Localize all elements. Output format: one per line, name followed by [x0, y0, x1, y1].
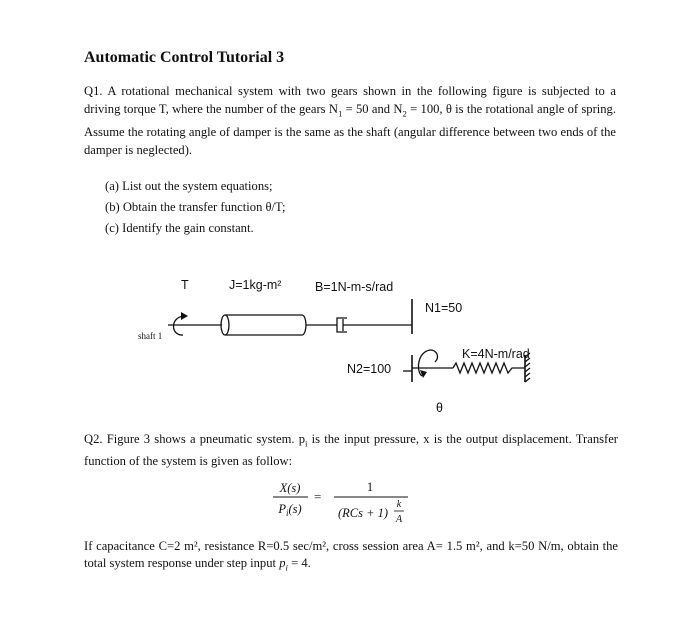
angle-arrowhead-icon: [420, 370, 427, 378]
angle-label: θ: [436, 401, 443, 415]
inertia-cylinder-body: [225, 315, 306, 335]
q2-question-text: If capacitance C=2 m², resistance R=0.5 sec/m², cross session area A= 1.5 m², and k=50 N/m, obtain the total system response under step input $p_i = 4$.: [84, 539, 618, 573]
inertia-label: J=1kg-m²: [229, 278, 282, 292]
q1-parts-list: [105, 176, 286, 239]
q2-text: Q2. Figure 3 shows a pneumatic system. $p_i$ is the input pressure, x is the output displacement. Transfer function of the system is given as follow:: [84, 432, 618, 468]
torque-label: T: [181, 278, 189, 292]
gear2-label: N2=100: [347, 362, 392, 376]
formula-rhs-denominator: (RCs + 1): [338, 506, 389, 520]
formula-rhs-numerator: 1: [366, 480, 374, 494]
torque-arrowhead-icon: [181, 312, 188, 320]
formula-gain-numerator: k: [396, 499, 402, 510]
spring-label: K=4N-m/rad: [462, 347, 530, 361]
inertia-cylinder-face: [221, 315, 229, 335]
transfer-function-formula: [270, 476, 460, 536]
formula-gain-denominator: A: [395, 514, 403, 525]
q1-part-a: (a) List out the system equations;: [105, 179, 273, 193]
spring-icon: [453, 363, 525, 373]
gear-system-figure: [130, 272, 570, 422]
q1-part-c: (c) Identify the gain constant.: [105, 221, 254, 235]
shaft-label: shaft 1: [138, 331, 163, 341]
gear1-label: N1=50: [425, 301, 463, 315]
q1-part-b: (b) Obtain the transfer function θ/T;: [105, 200, 286, 214]
formula-equals: =: [314, 489, 322, 504]
q1-text: Q1. A rotational mechanical system with two gears shown in the following figure is subjected to a driving torque T, where the number of the gears $N_1 = 50$ and $N_2 = 100$, θ is the rotational angle of spring. Assume the rotating angle of damper is the same as the shaft (angular difference between two ends of the damper is neglected).: [84, 84, 617, 157]
formula-lhs-numerator: X(s): [279, 481, 301, 495]
damper-label: B=1N-m-s/rad: [315, 280, 394, 294]
page-title: Automatic Control Tutorial 3: [84, 49, 285, 66]
formula-lhs-denominator: $P_i(s)$: [278, 502, 302, 518]
